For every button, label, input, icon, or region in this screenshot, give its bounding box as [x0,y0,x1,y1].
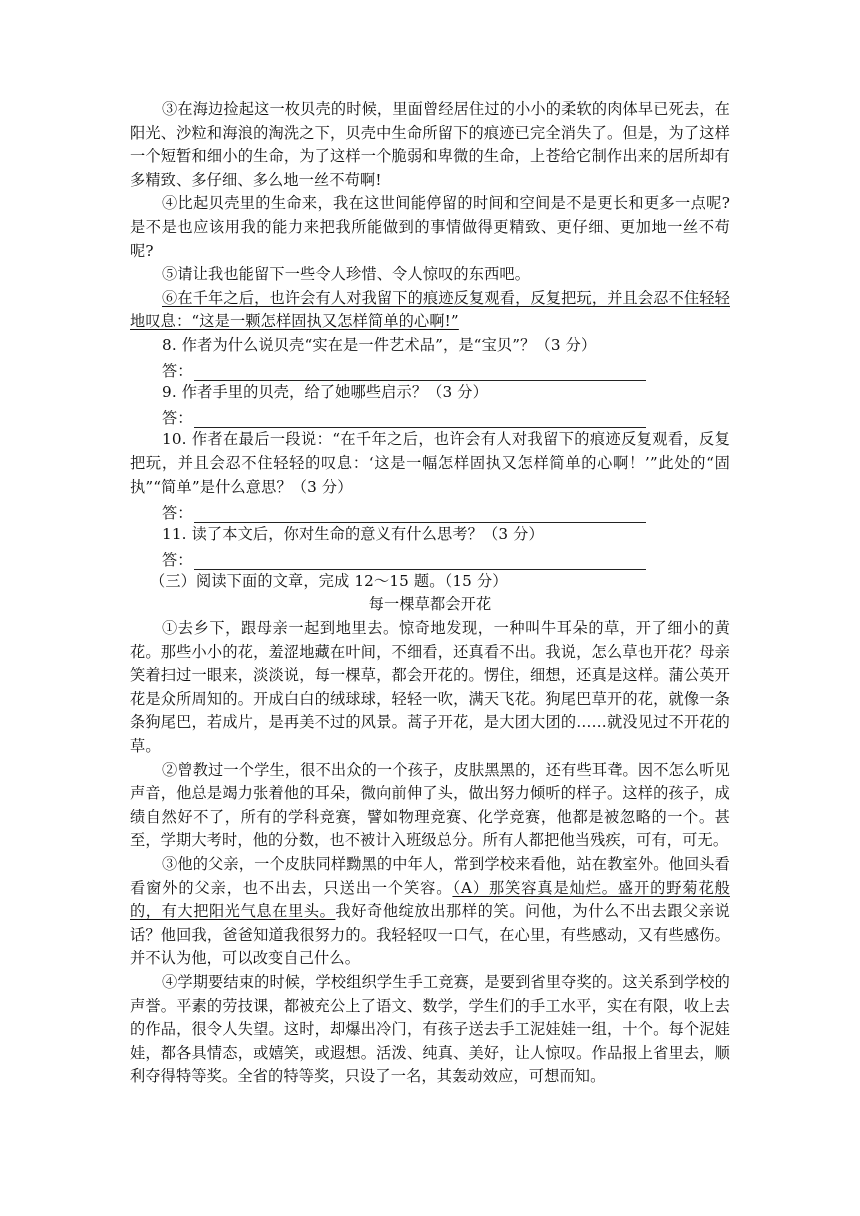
answer-line-11[interactable] [130,546,730,570]
answer-blank[interactable] [194,507,646,523]
paragraph-6-underlined: ⑥在千年之后，也许会有人对我留下的痕迹反复观看，反复把玩，并且会忍不住轻轻地叹息：“这是一颗怎样固执又怎样简单的心啊!” [130,288,730,331]
question-8: 8. 作者为什么说贝壳“实在是一件艺术品”，是“宝贝”？（3 分） [162,335,597,354]
answer-line-10[interactable] [130,499,730,523]
document-page [130,98,730,1089]
section-3-heading: （三）阅读下面的文章，完成 12～15 题。（15 分） [150,571,508,590]
answer-label: 答： [162,362,193,381]
body-paragraph-2: ②曾教过一个学生，很不出众的一个孩子，皮肤黑黑的，还有些耳聋。因不怎么听见声音，他总是竭力张着他的耳朵，微向前伸了头，做出努力倾听的样子。这样的孩子，成绩自然好不了，所有的学科竞赛，譬如物理竞赛、化学竞赛，他都是被忽略的一个。甚至，学期大考时，他的分数，也不被计入班级总分。所有人都把他当残疾，可有，可无。 [130,760,730,850]
answer-line-8[interactable] [130,358,730,382]
answer-label: 答： [162,550,193,569]
underlined-sentence-a: （A）那笑容真是灿烂。盛开的野菊花般的，有大把阳光气息在里头。 [130,878,730,921]
answer-blank[interactable] [194,365,646,381]
body-paragraph-1: ①去乡下，跟母亲一起到地里去。惊奇地发现，一种叫牛耳朵的草，开了细小的黄花。那些小小的花，羞涩地藏在叶间，不细看，还真看不出。我说，怎么草也开花？母亲笑着扫过一眼来，淡淡说，每一棵草，都会开花的。愣住，细想，还真是这样。蒲公英开花是众所周知的。开成白白的绒球球，轻轻一吹，满天飞花。狗尾巴草开的花，就像一条条狗尾巴，若成片，是再美不过的风景。蒿子开花，是大团大团的……就没见过不开花的草。 [130,619,730,756]
answer-label: 答： [162,409,193,428]
answer-label: 答： [162,503,193,522]
body-paragraph-3-start: ③他的父亲，一个皮肤同样黝黑的中年人，常到学校来看他，站在教室外。他回头看看窗外的父亲，也不出去，只送出一个笑容。 [130,855,730,897]
paragraph-3: ③在海边捡起这一枚贝壳的时候，里面曾经居住过的小小的柔软的肉体早已死去，在阳光、沙粒和海浪的淘洗之下，贝壳中生命所留下的痕迹已完全消失了。但是，为了这样一个短暂和细小的生命，为了这样一个脆弱和卑微的生命，上苍给它制作出来的居所却有多精致、多仔细、多么地一丝不苟啊! [130,100,730,189]
question-9: 9. 作者手里的贝壳，给了她哪些启示？（3 分） [162,383,488,402]
question-10: 10. 作者在最后一段说：“在千年之后，也许会有人对我留下的痕迹反复观看，反复把玩，并且会忍不住轻轻的叹息：‘这是一幅怎样固执又怎样简单的心啊！’”此处的“固执”“简单”是什么意思？（3 分） [130,430,730,496]
question-11: 11. 读了本文后，你对生命的意义有什么思考？（3 分） [162,524,544,543]
body-paragraph-4: ④学期要结束的时候，学校组织学生手工竞赛，是要到省里夺奖的。这关系到学校的声誉。平素的劳技课，都被充公上了语文、数学，学生们的手工水平，实在有限，收上去的作品，很令人失望。这时，却爆出冷门，有孩子送去手工泥娃娃一组，十个。每个泥娃娃，都各具情态，或嬉笑，或遐想。活泼、纯真、美好，让人惊叹。作品报上省里去，顺利夺得特等奖。全省的特等奖，只设了一名，其轰动效应，可想而知。 [130,972,730,1086]
body-paragraph-3-end: 我好奇他绽放出那样的笑。问他，为什么不出去跟父亲说话？他回我，爸爸知道我很努力的。我轻轻叹一口气，在心里，有些感动，又有些感伤。并不认为他，可以改变自己什么。 [130,902,730,968]
answer-line-9[interactable] [130,405,730,429]
paragraph-5: ⑤请让我也能留下一些令人珍惜、令人惊叹的东西吧。 [162,265,531,284]
article-title: 每一棵草都会开花 [368,595,492,614]
answer-blank[interactable] [194,412,646,428]
body-paragraph-3 [130,853,730,971]
paragraph-4: ④比起贝壳里的生命来，我在这世间能停留的时间和空间是不是更长和更多一点呢?是不是也应该用我的能力来把我所能做到的事情做得更精致、更仔细、更加地一丝不苟呢? [130,194,730,260]
answer-blank[interactable] [194,554,646,570]
